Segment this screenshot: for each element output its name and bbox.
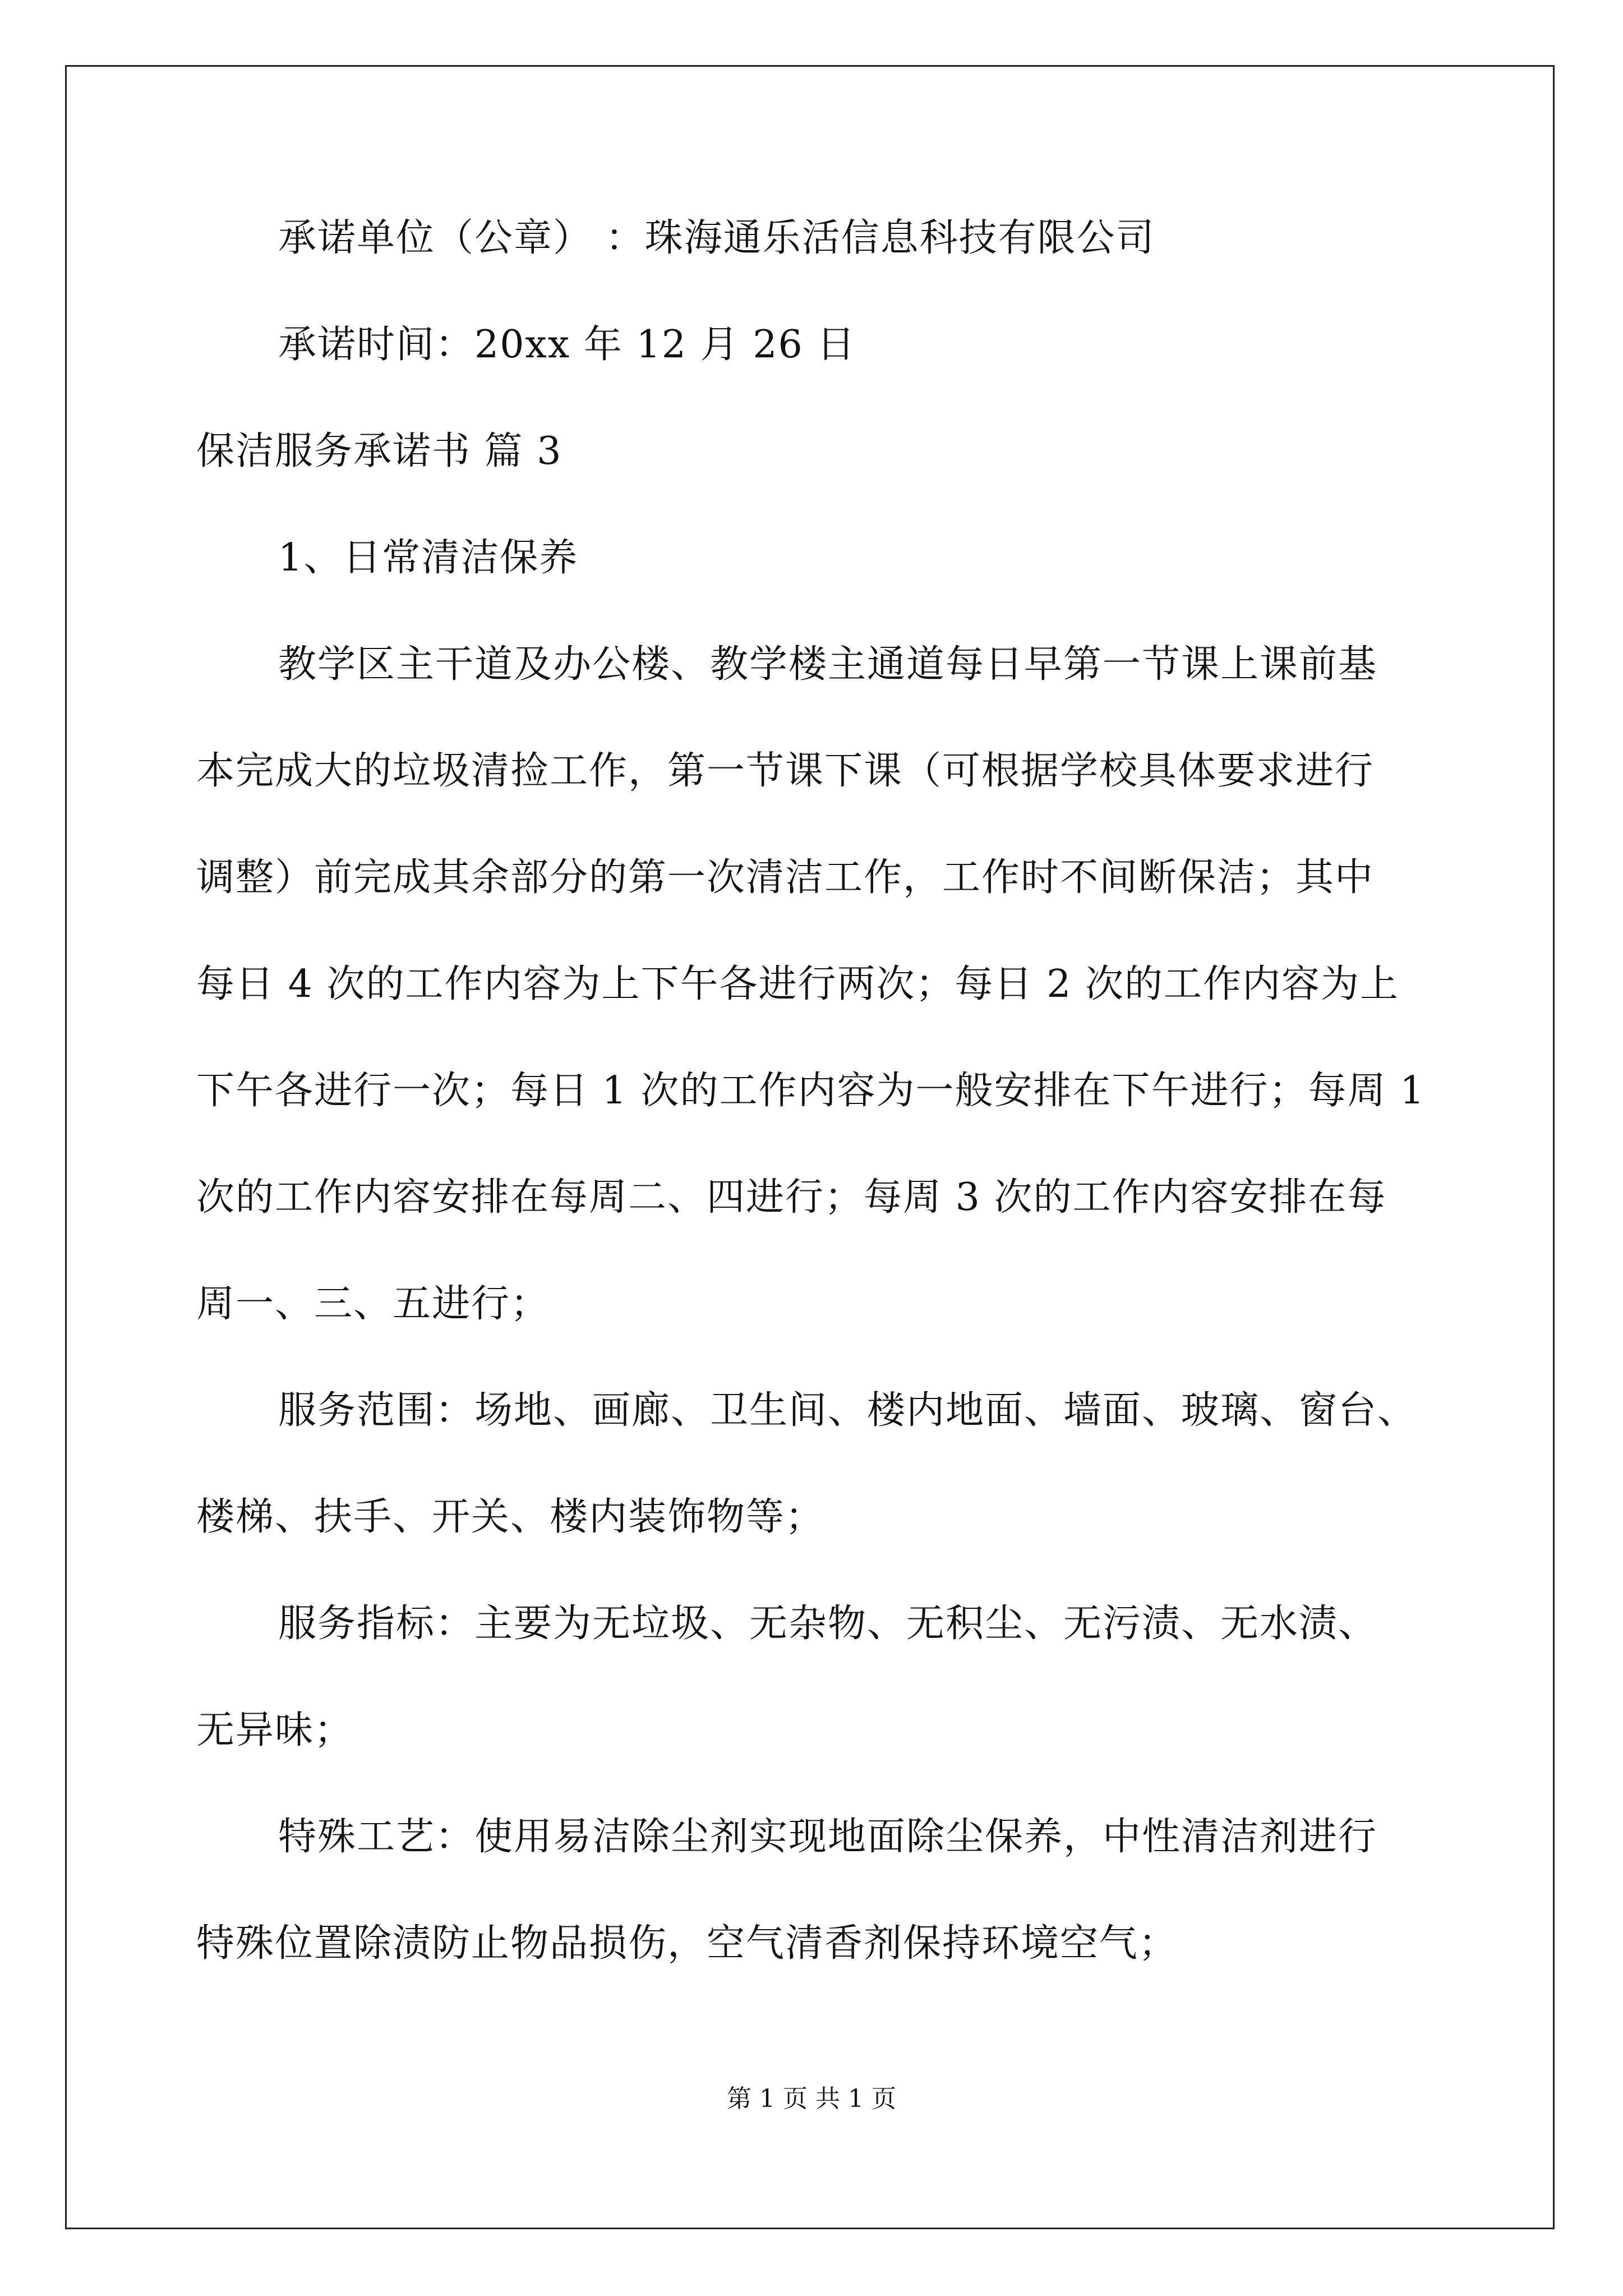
special-process-line: 特殊位置除渍防止物品损伤，空气清香剂保持环境空气； (196, 1921, 1178, 1966)
section-heading: 保洁服务承诺书 篇 3 (196, 429, 562, 473)
paragraph-line: 周一、三、五进行； (196, 1282, 550, 1326)
paragraph-line: 下午各进行一次；每日 1 次的工作内容为一般安排在下午进行；每周 1 (196, 1069, 1426, 1113)
paragraph-line: 次的工作内容安排在每周二、四进行；每周 3 次的工作内容安排在每 (196, 1175, 1387, 1220)
service-indicator-line: 服务指标：主要为无垃圾、无杂物、无积尘、无污渍、无水渍、 (278, 1602, 1378, 1646)
paragraph-line: 本完成大的垃圾清捡工作，第一节课下课（可根据学校具体要求进行 (196, 749, 1375, 793)
service-scope-line: 楼梯、扶手、开关、楼内装饰物等； (196, 1495, 825, 1539)
paragraph-line: 每日 4 次的工作内容为上下午各进行两次；每日 2 次的工作内容为上 (196, 962, 1399, 1006)
committing-unit-line: 承诺单位（公章） ：珠海通乐活信息科技有限公司 (278, 216, 1155, 260)
paragraph-line: 调整）前完成其余部分的第一次清洁工作，工作时不间断保洁；其中 (196, 855, 1375, 900)
subsection-heading: 1、日常清洁保养 (278, 536, 579, 580)
paragraph-line: 教学区主干道及办公楼、教学楼主通道每日早第一节课上课前基 (278, 642, 1378, 687)
service-scope-line: 服务范围：场地、画廊、卫生间、楼内地面、墙面、玻璃、窗台、 (278, 1388, 1417, 1433)
service-indicator-line: 无异味； (196, 1708, 354, 1752)
special-process-line: 特殊工艺：使用易洁除尘剂实现地面除尘保养，中性清洁剂进行 (278, 1815, 1378, 1859)
commitment-date-line: 承诺时间：20xx 年 12 月 26 日 (278, 323, 856, 367)
page-number-footer: 第 1 页 共 1 页 (727, 2085, 896, 2113)
page-border (65, 65, 1555, 2229)
